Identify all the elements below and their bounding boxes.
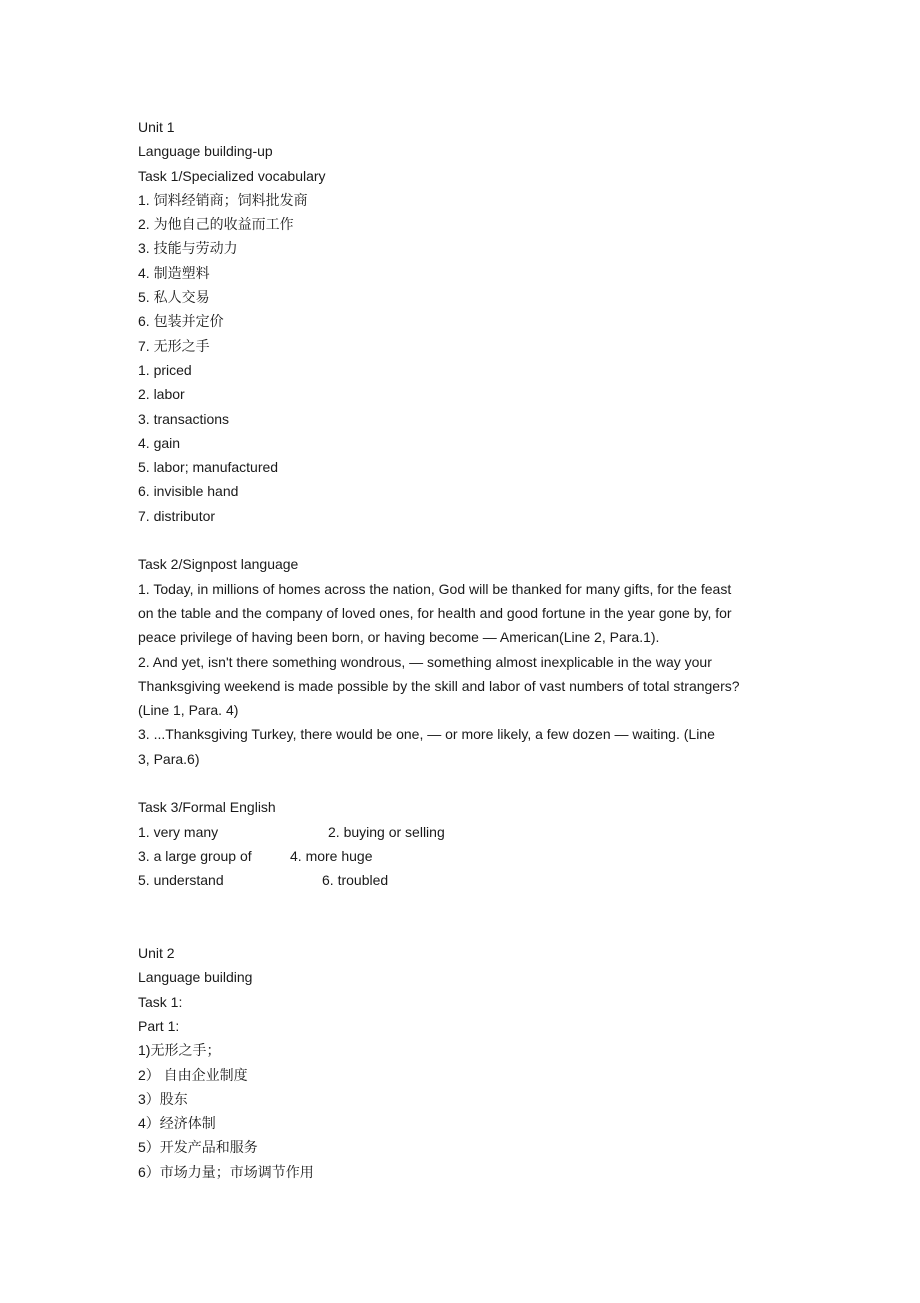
spacer xyxy=(138,893,798,942)
task1-cn-item: 4. 制造塑料 xyxy=(138,264,210,281)
task2-line: Thanksgiving weekend is made possible by the skill and labor of vast numbers of total strangers? xyxy=(138,677,740,694)
unit2-item: 4）经济体制 xyxy=(138,1115,216,1132)
task2-title: Task 2/Signpost language xyxy=(138,556,299,573)
task1-cn-item: 2. 为他自己的收益而工作 xyxy=(138,216,294,233)
unit2-item: 6）市场力量；市场调节作用 xyxy=(138,1163,314,1180)
task1-cn-item: 5. 私人交易 xyxy=(138,289,210,306)
task2-line: 3. ...Thanksgiving Turkey, there would be one, — or more likely, a few dozen — waiting. (Line xyxy=(138,726,715,743)
unit2-item: 5）开发产品和服务 xyxy=(138,1139,258,1156)
task1-en-item: 5. labor; manufactured xyxy=(138,459,279,476)
unit2-item: 3）股东 xyxy=(138,1090,188,1107)
task3-row xyxy=(138,820,798,844)
unit2-task: Task 1: xyxy=(138,993,183,1010)
task1-cn-item: 7. 无形之手 xyxy=(138,337,210,354)
spacer xyxy=(138,528,798,552)
task3-answer: 4. more huge xyxy=(290,847,373,864)
task3-answer: 2. buying or selling xyxy=(328,823,445,840)
task2-line: on the table and the company of loved ones, for health and good fortune in the year gone by, for xyxy=(138,604,732,621)
task1-en-item: 1. priced xyxy=(138,361,192,378)
unit2-item: 1)无形之手； xyxy=(138,1042,221,1059)
task3-answer: 1. very many xyxy=(138,823,219,840)
unit2-item: 2） 自由企业制度 xyxy=(138,1066,248,1083)
unit2-part: Part 1: xyxy=(138,1017,180,1034)
task1-title: Task 1/Specialized vocabulary xyxy=(138,167,326,184)
task3-row xyxy=(138,844,798,868)
task1-en-item: 2. labor xyxy=(138,386,185,403)
task2-line: (Line 1, Para. 4) xyxy=(138,702,239,719)
spacer xyxy=(138,771,798,795)
task2-line: peace privilege of having been born, or having become — American(Line 2, Para.1). xyxy=(138,629,660,646)
task3-answer: 3. a large group of xyxy=(138,847,252,864)
task1-en-item: 6. invisible hand xyxy=(138,483,239,500)
task3-row xyxy=(138,868,798,892)
task2-line: 2. And yet, isn't there something wondrous, — something almost inexplicable in the way your xyxy=(138,653,712,670)
task1-cn-item: 3. 技能与劳动力 xyxy=(138,240,238,257)
task1-cn-item: 6. 包装并定价 xyxy=(138,313,224,330)
unit2-title: Unit 2 xyxy=(138,945,175,962)
unit2-section: Language building xyxy=(138,969,253,986)
task2-line: 3, Para.6) xyxy=(138,750,200,767)
document-page xyxy=(138,115,798,1184)
task1-cn-item: 1. 饲料经销商；饲料批发商 xyxy=(138,191,308,208)
unit1-section: Language building-up xyxy=(138,143,273,160)
task3-answer: 5. understand xyxy=(138,872,224,889)
task1-en-item: 3. transactions xyxy=(138,410,230,427)
task1-en-item: 7. distributor xyxy=(138,507,216,524)
task3-title: Task 3/Formal English xyxy=(138,799,276,816)
task1-en-item: 4. gain xyxy=(138,434,181,451)
task3-answer: 6. troubled xyxy=(322,872,389,889)
task2-line: 1. Today, in millions of homes across the nation, God will be thanked for many gifts, for the feast xyxy=(138,580,732,597)
unit1-title: Unit 1 xyxy=(138,119,175,135)
